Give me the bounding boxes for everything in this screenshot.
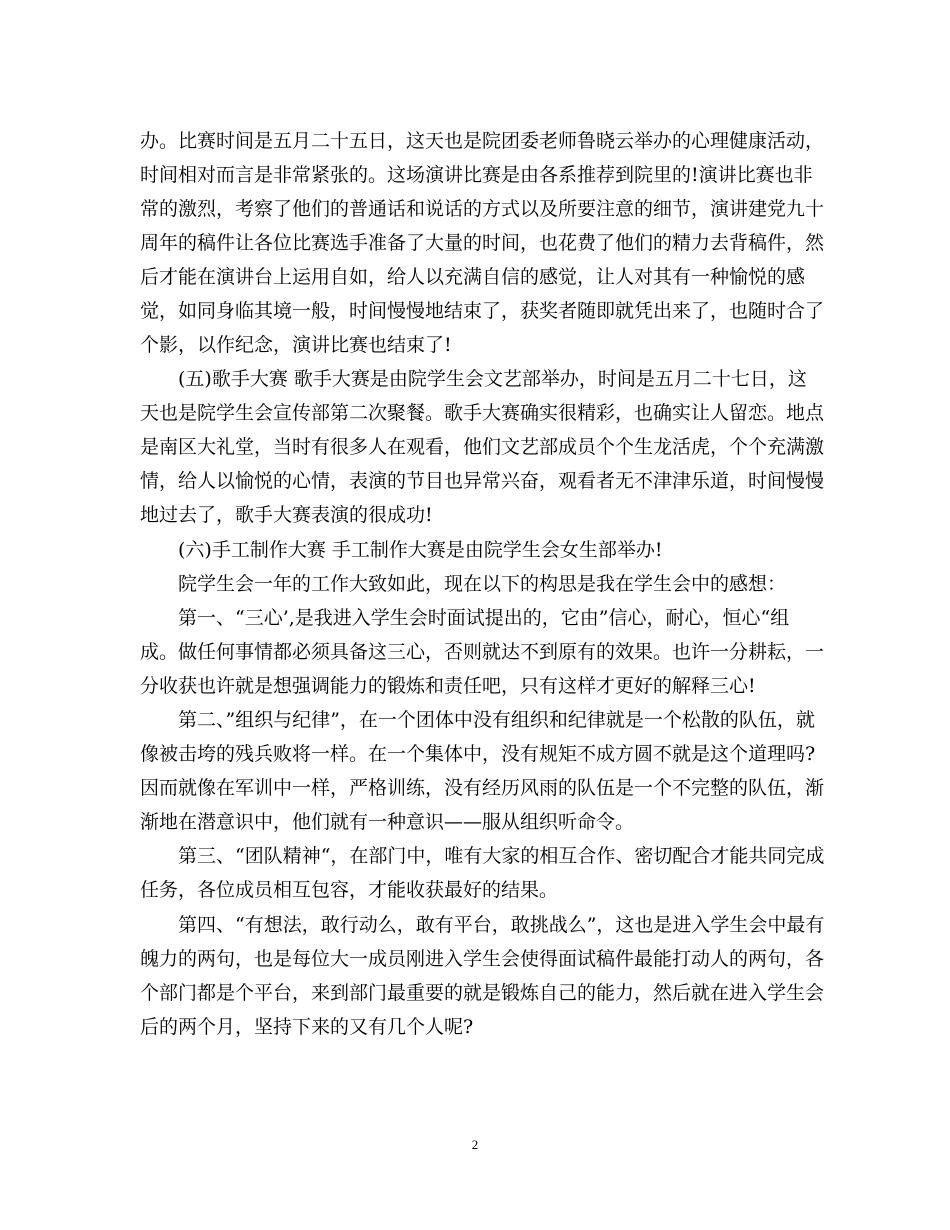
text-line: 第一、“三心’,是我进入学生会时面试提出的，它由”信心，耐心，恒心“组 bbox=[140, 607, 790, 629]
text-line: 地过去了，歌手大赛表演的很成功! bbox=[140, 504, 433, 526]
text-line: 像被击垮的残兵败将一样。在一个集体中，没有规矩不成方圆不就是这个道理吗? bbox=[140, 743, 816, 765]
text-line: 院学生会一年的工作大致如此，现在以下的构思是我在学生会中的感想： bbox=[140, 573, 787, 595]
text-line: 魄力的两句，也是每位大一成员刚进入学生会使得面试稿件最能打动人的两句，各 bbox=[140, 948, 825, 970]
text-line: (五)歌手大赛 歌手大赛是由院学生会文艺部举办，时间是五月二十七日，这 bbox=[140, 368, 807, 390]
text-line: 后的两个月，坚持下来的又有几个人呢? bbox=[140, 1016, 474, 1038]
text-line: 时间相对而言是非常紧张的。这场演讲比赛是由各系推荐到院里的!演讲比赛也非 bbox=[140, 164, 813, 186]
text-line: 办。比赛时间是五月二十五日，这天也是院团委老师鲁晓云举办的心理健康活动， bbox=[140, 130, 825, 152]
text-line: 天也是院学生会宣传部第二次聚餐。歌手大赛确实很精彩，也确实让人留恋。地点 bbox=[140, 402, 825, 424]
page-number: 2 bbox=[471, 1137, 479, 1152]
text-line: 周年的稿件让各位比赛选手准备了大量的时间，也花费了他们的精力去背稿件，然 bbox=[140, 232, 825, 254]
text-line: 觉，如同身临其境一般，时间慢慢地结束了，获奖者随即就凭出来了，也随时合了 bbox=[140, 300, 825, 322]
text-line: 因而就像在军训中一样，严格训练，没有经历风雨的队伍是一个不完整的队伍，渐 bbox=[140, 777, 825, 799]
text-line: 任务，各位成员相互包容，才能收获最好的结果。 bbox=[140, 879, 559, 901]
text-line: 后才能在演讲台上运用自如，给人以充满自信的感觉，让人对其有一种愉悦的感 bbox=[140, 266, 806, 288]
text-line: 第三、“团队精神“，在部门中，唯有大家的相互合作、密切配合才能共同完成 bbox=[140, 845, 825, 867]
text-line: 渐地在潜意识中，他们就有一种意识——服从组织听命令。 bbox=[140, 811, 635, 833]
text-line: 情，给人以愉悦的心情，表演的节目也异常兴奋，观看者无不津津乐道，时间慢慢 bbox=[140, 470, 825, 492]
text-line: 第四、“有想法，敢行动么，敢有平台，敢挑战么”，这也是进入学生会中最有 bbox=[140, 914, 825, 936]
text-line: 个部门都是个平台，来到部门最重要的就是锻炼自己的能力，然后就在进入学生会 bbox=[140, 982, 825, 1004]
text-line: 个影，以作纪念，演讲比赛也结束了! bbox=[140, 334, 452, 356]
text-line: 第二、”组织与纪律”，在一个团体中没有组织和纪律就是一个松散的队伍，就 bbox=[140, 709, 815, 731]
text-line: (六)手工制作大赛 手工制作大赛是由院学生会女生部举办! bbox=[140, 539, 663, 561]
text-line: 分收获也许就是想强调能力的锻炼和责任吧，只有这样才更好的解释三心! bbox=[140, 675, 756, 697]
text-line: 成。做任何事情都必须具备这三心，否则就达不到原有的效果。也许一分耕耘，一 bbox=[140, 641, 825, 663]
text-line: 是南区大礼堂，当时有很多人在观看，他们文艺部成员个个生龙活虎，个个充满激 bbox=[140, 436, 825, 458]
text-line: 常的激烈，考察了他们的普通话和说话的方式以及所要注意的细节，演讲建党九十 bbox=[140, 198, 825, 220]
